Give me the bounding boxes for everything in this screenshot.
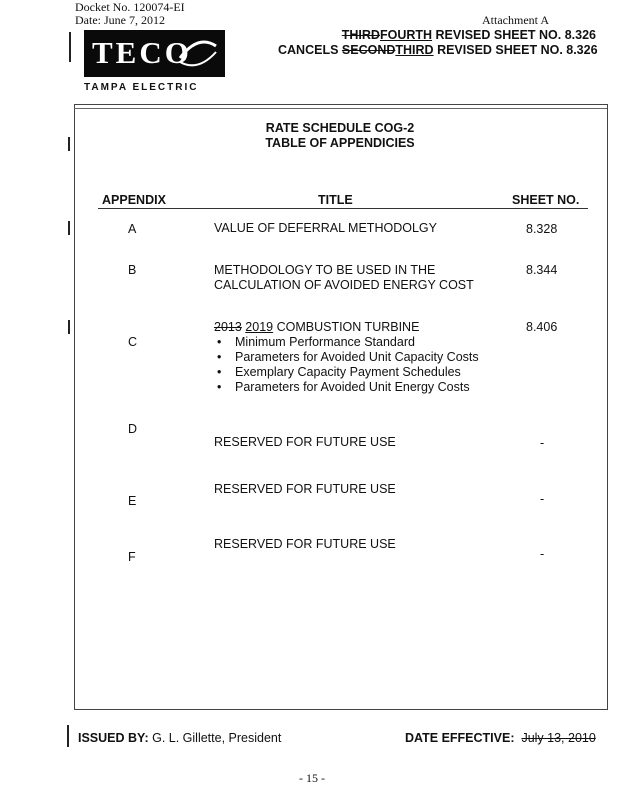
- logo-swoosh-icon: [176, 38, 220, 70]
- docket-block: [75, 1, 185, 27]
- row-c-letter: C: [128, 335, 138, 349]
- column-header-sheet: SHEET NO.: [512, 193, 580, 207]
- revised-struck-text: THIRD: [341, 28, 380, 42]
- row-c-title-text: COMBUSTION TURBINE: [273, 320, 420, 334]
- row-b-title: [214, 263, 474, 293]
- list-item: • Exemplary Capacity Payment Schedules: [214, 365, 479, 380]
- date-effective-label: DATE EFFECTIVE:: [405, 731, 515, 745]
- row-d-sheet: -: [540, 436, 545, 450]
- schedule-subtitle: TABLE OF APPENDICIES: [265, 136, 415, 150]
- list-item: • Minimum Performance Standard: [214, 335, 479, 350]
- list-item: • Parameters for Avoided Unit Capacity Costs: [214, 350, 479, 365]
- logo-subtitle: TAMPA ELECTRIC: [84, 82, 199, 93]
- row-f-sheet: -: [540, 547, 545, 561]
- row-a-title: VALUE OF DEFERRAL METHODOLGY: [214, 221, 437, 235]
- cancels-rest-text: REVISED SHEET NO. 8.326: [433, 43, 598, 57]
- issued-by: [78, 731, 281, 745]
- column-header-title: TITLE: [318, 193, 353, 207]
- frame-double-rule: [74, 108, 607, 109]
- revision-bar-header: [69, 32, 71, 62]
- row-b-sheet: 8.344: [526, 263, 558, 277]
- cancels-struck-text: SECOND: [341, 43, 396, 57]
- column-header-appendix: APPENDIX: [102, 193, 166, 207]
- row-c-year-new: 2019: [245, 320, 274, 334]
- cancels-new-text: THIRD: [395, 43, 434, 57]
- issued-by-label: ISSUED BY:: [78, 731, 149, 745]
- cancels-sheet-line: [278, 43, 596, 57]
- docket-number: Docket No. 120074-EI: [75, 0, 185, 14]
- revised-new-text: FOURTH: [379, 28, 433, 42]
- teco-logo: [84, 30, 225, 77]
- schedule-title: RATE SCHEDULE COG-2: [265, 121, 415, 135]
- date-effective: [405, 731, 596, 745]
- revision-bar-footer: [67, 725, 69, 747]
- cancels-prefix: CANCELS: [278, 43, 342, 57]
- row-f-letter: F: [128, 550, 136, 564]
- logo-text: TECO: [92, 35, 192, 70]
- row-d-letter: D: [128, 422, 138, 436]
- row-c-bullet-list: [214, 335, 479, 395]
- row-b-title-line2: CALCULATION OF AVOIDED ENERGY COST: [214, 278, 474, 292]
- row-e-sheet: -: [540, 492, 545, 506]
- row-d-title: RESERVED FOR FUTURE USE: [214, 435, 396, 449]
- row-c-year-struck: 2013: [214, 320, 242, 334]
- page-number: - 15 -: [299, 771, 325, 785]
- revision-bar-row-a: [68, 221, 70, 235]
- list-item: • Parameters for Avoided Unit Energy Costs: [214, 380, 479, 395]
- revised-sheet-line: [278, 28, 596, 42]
- header-rule: [98, 208, 588, 209]
- revised-rest-text: REVISED SHEET NO. 8.326: [432, 28, 596, 42]
- date-effective-struck: July 13, 2010: [521, 731, 596, 745]
- row-a-sheet: 8.328: [526, 222, 558, 236]
- row-c-sheet: 8.406: [526, 320, 558, 334]
- attachment-label: Attachment A: [482, 13, 549, 27]
- row-c-title: [214, 320, 479, 395]
- docket-date: Date: June 7, 2012: [75, 13, 165, 27]
- row-e-title: RESERVED FOR FUTURE USE: [214, 482, 396, 496]
- row-f-title: RESERVED FOR FUTURE USE: [214, 537, 396, 551]
- issued-by-value: G. L. Gillette, President: [148, 731, 282, 745]
- row-b-title-line1: METHODOLOGY TO BE USED IN THE: [214, 263, 436, 277]
- revision-bar-title: [68, 137, 70, 151]
- row-a-letter: A: [128, 222, 137, 236]
- row-b-letter: B: [128, 263, 137, 277]
- revision-bar-row-c: [68, 320, 70, 334]
- row-e-letter: E: [128, 494, 137, 508]
